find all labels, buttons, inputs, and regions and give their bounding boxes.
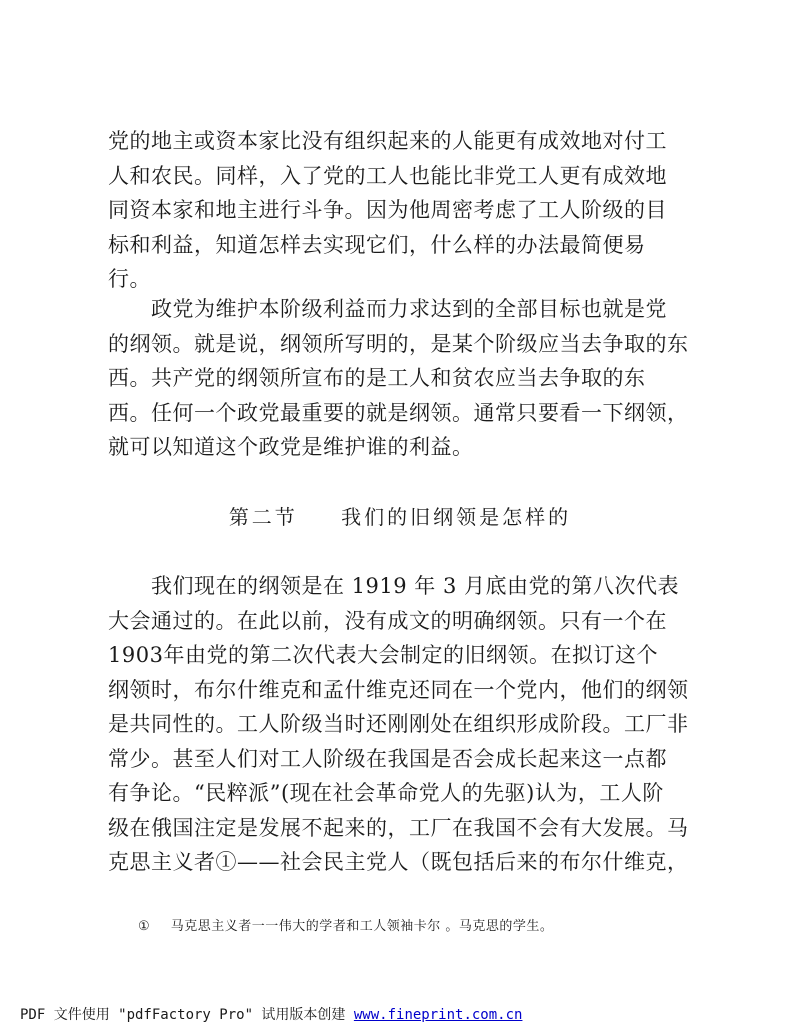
text-line: 人和农民。同样，入了党的工人也能比非党工人更有成效地 [108, 163, 667, 188]
text-line: 标和利益，知道怎样去实现它们，什么样的办法最简便易 [108, 232, 646, 257]
text-line: 就可以知道这个政党是维护谁的利益。 [108, 435, 474, 459]
footnote [138, 915, 553, 934]
paragraph-1 [108, 124, 690, 297]
section-heading [0, 501, 800, 530]
text-line: 是共同性的。工人阶级当时还刚刚处在组织形成阶段。工厂非 [108, 712, 689, 736]
paragraph-2 [108, 292, 690, 465]
text-line: 同资本家和地主进行斗争。因为他周密考虑了工人阶级的目 [108, 198, 667, 222]
text-line: 我们现在的纲领是在 1919 年 3 月底由党的第八次代表 [108, 574, 680, 598]
footer-text: PDF 文件使用 "pdfFactory Pro" 试用版本创建 [20, 1007, 346, 1023]
text-line: 西。共产党的纲领所宣布的是工人和贫农应当去争取的东 [108, 366, 646, 390]
text-line: 有争论。“民粹派”(现在社会革命党人的先驱)认为，工人阶 [108, 781, 664, 805]
section-number: 第二节 [228, 505, 298, 529]
text-line: 党的地主或资本家比没有组织起来的人能更有成效地对付工 [108, 129, 667, 153]
text-line: 的纲领。就是说，纲领所写明的，是某个阶级应当去争取的东 [108, 331, 689, 356]
text-line: 1903年由党的第二次代表大会制定的旧纲领。在拟订这个 [108, 643, 658, 667]
footnote-text: 马克思主义者一一伟大的学者和工人领袖卡尔 。马克思的学生。 [170, 919, 554, 934]
text-line: 大会通过的。在此以前，没有成文的明确纲领。只有一个在 [108, 608, 667, 633]
pdf-watermark-footer [20, 1004, 522, 1024]
footer-link[interactable]: www.fineprint.com.cn [353, 1007, 523, 1023]
text-line: 常少。甚至人们对工人阶级在我国是否会成长起来这一点都 [108, 746, 667, 771]
paragraph-3 [108, 569, 690, 880]
text-line: 政党为维护本阶级利益而力求达到的全部目标也就是党 [108, 297, 667, 321]
text-line: 克思主义者①——社会民主党人（既包括后来的布尔什维克， [108, 850, 689, 874]
text-line: 级在俄国注定是发展不起来的，工厂在我国不会有大发展。马 [108, 815, 689, 840]
text-line: 西。任何一个政党最重要的就是纲领。通常只要看一下纲领， [108, 400, 689, 425]
text-line: 行。 [108, 267, 151, 291]
section-title: 我们的旧纲领是怎样的 [341, 505, 572, 529]
text-line: 纲领时，布尔什维克和孟什维克还同在一个党内，他们的纲领 [108, 677, 689, 702]
footnote-marker: ① [138, 919, 151, 934]
